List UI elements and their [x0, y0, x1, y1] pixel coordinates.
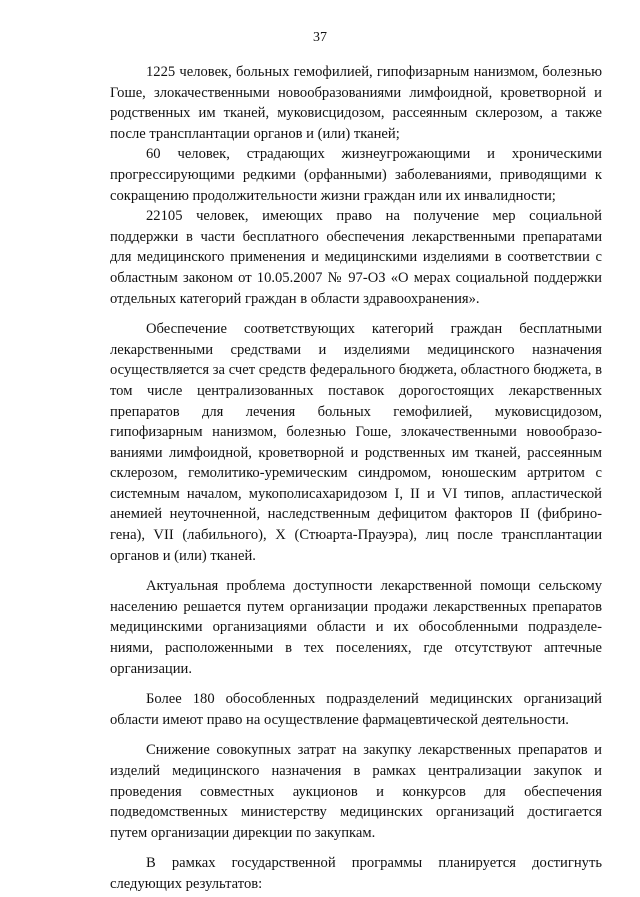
- paragraph-1: 1225 человек, больных гемофилией, гипофизарным нанизмом, болезнью Гоше, злокачественными новообразованиями лимфоидной, кроветворной и родственных им тканей, муковисцидозом, рассеянным склерозом, а также после трансплантации органов и (или) тканей;: [110, 64, 602, 142]
- paragraph-4: Обеспечение соответствующих категорий граждан бесплатными лекарственными средствами и изделиями медицинского назначения осуществляется за счет средств федерального бюджета, областного бюджета, в том числе централизованных поставок дорогостоящих лекарственных препаратов для лечения больных гемофилией, муковисцидозом, гипофизарным нанизмом, болезнью Гоше, злокачественными новообразованиями лимфоидной, кроветворной и родственных им тканей, рассеянным склерозом, гемолитико-уремическим синдромом, юношеским артритом с системным началом, мукополисахаридозом I, II и VI типов, апластической анемией неуточненной, наследственным дефицитом факторов II (фибриногена), VII (лабильного), X (Стюарта-Прауэра), лиц после трансплантации органов и (или) тканей.: [110, 321, 602, 564]
- paragraph-3: 22105 человек, имеющих право на получение мер социальной поддержки в части бесплатного обеспечения лекарственными препаратами для медицинского применения и медицинскими изделиями в соответствии с областным законом от 10.05.2007 № 97-ОЗ «О мерах социальной поддержки отдельных категорий граждан в области здравоохранения».: [110, 208, 602, 307]
- paragraph-8: В рамках государственной программы планируется достигнуть следующих результатов:: [110, 855, 602, 892]
- paragraph-5: Актуальная проблема доступности лекарственной помощи сельскому населению решается путем организации продажи лекарственных препаратов медицинскими организациями области и их обособленными подразделениями, расположенными в тех поселениях, где отсутствуют аптечные организации.: [110, 578, 602, 677]
- document-body: [110, 62, 602, 895]
- paragraph-6: Более 180 обособленных подразделений медицинских организаций области имеют право на осуществление фармацевтической деятельности.: [110, 691, 602, 728]
- page-number: 37: [313, 30, 327, 45]
- paragraph-7: Снижение совокупных затрат на закупку лекарственных препаратов и изделий медицинского назначения в рамках централизации закупок и проведения совместных аукционов и конкурсов для обеспечения подведомственных министерству медицинских организаций достигается путем организации дирекции по закупкам.: [110, 742, 602, 841]
- paragraph-2: 60 человек, страдающих жизнеугрожающими и хроническими прогрессирующими редкими (орфанными) заболеваниями, приводящими к сокращению продолжительности жизни граждан или их инвалидности;: [110, 146, 602, 204]
